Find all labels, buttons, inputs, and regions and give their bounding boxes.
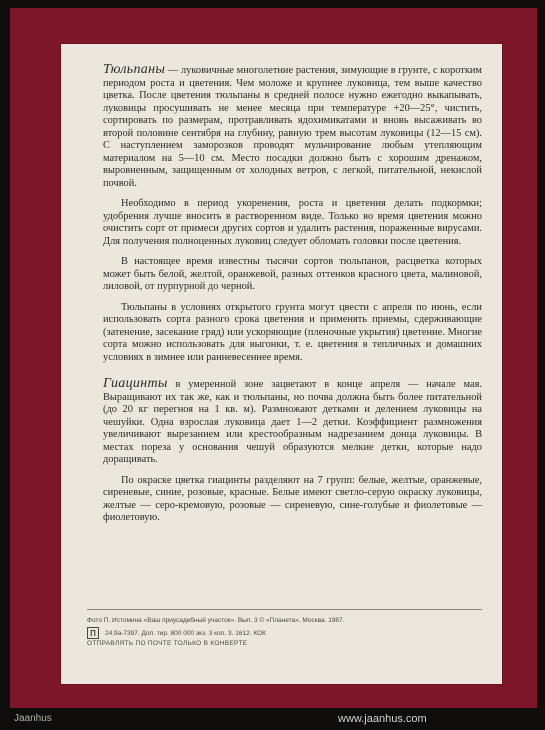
- tulips-section: [103, 64, 482, 364]
- hyacinths-section: [103, 378, 482, 525]
- imprint-send-note: ОТПРАВЛЯТЬ ПО ПОЧТЕ ТОЛЬКО В КОНВЕРТЕ: [87, 640, 248, 647]
- imprint-print-info: 24.9а-7397. Доп. тир. 800 000 экз. 3 коп. З. 1612. КОК: [105, 629, 266, 637]
- tulips-paragraph-2: Необходимо в период укоренения, роста и цветения делать подкормки; удобрения лучше вносить в растворенном виде. Только во время цветения можно очистить сорт от примеси других сортов и удалить растения, пораженные вирусами. Для получения полноценных луковиц следует обломать головки после цветения.: [103, 198, 482, 247]
- hyacinths-title: Гиацинты: [103, 376, 168, 391]
- imprint: [87, 609, 482, 648]
- imprint-row: [87, 627, 482, 639]
- tulips-intro: [103, 64, 482, 190]
- tulips-intro-text: — луковичные многолетние растения, зимующие в грунте, с коротким периодом роста и цветения. Чем моложе и крупнее луковица, тем выше качество цветка. После цветения тюльпаны в средней полосе нужно ежегодно выкапывать, луковицы просушивать не менее месяца при температуре +20—25°, чистить, сортировать по размерам, протравливать ядохимикатами и вновь высаживать во второй половине сентября на глубину, равную трем высотам луковицы (12—15 см). С наступлением заморозков проводят мульчирование любым утепляющим материалом на 5—10 см. Место посадки должно быть с хорошим дренажом, выровненным, защищенным от холодных ветров, с легкой, питательной, некислой почвой.: [103, 65, 482, 189]
- hyacinths-intro: [103, 378, 482, 467]
- seller-watermark: Jaanhus: [14, 713, 52, 724]
- tulips-paragraph-3: В настоящее время известны тысячи сортов тюльпанов, расцветка которых может быть белой, желтой, оранжевой, разных оттенков красного цвета, малиновой, лиловой, от пурпурной до черной.: [103, 256, 482, 292]
- seller-website[interactable]: www.jaanhus.com: [338, 713, 427, 725]
- tulips-title: Тюльпаны: [103, 62, 166, 77]
- hyacinths-intro-text: в умеренной зоне зацветают в конце апреля — начале мая. Выращивают их так же, как и тюльпаны, но почва должна быть более питательной (до 20 кг перегноя на 1 кв. м). Размножают детками и делением луковицы на чешуйки. Одна взрослая луковица дает 1—2 детки. Коэффициент размножения увеличивают вырезанием или крестообразным надрезанием донца луковицы. В местах пореза у основания чешуй образуются мелкие детки, которые надо доращивать.: [103, 379, 482, 465]
- hyacinths-paragraph-2: По окраске цветка гиацинты разделяют на 7 групп: белые, желтые, оранжевые, сиреневые, синие, розовые, красные. Белые имеют светло-серую окраску луковицы, желтые — серо-кремовую, розовые — сиреневую, сине-голубые и фиолетовые — фиолетовую.: [103, 474, 482, 523]
- postcard: [61, 44, 502, 684]
- imprint-credits: Фото П. Истомина «Ваш приусадебный участок». Вып. 3 © «Планета». Москва. 1987.: [87, 617, 345, 624]
- tulips-paragraph-4: Тюльпаны в условиях открытого грунта могут цвести с апреля по июнь, если использовать сорта разного срока цветения и применять приемы, сдерживающие (затенение, засекание гряд) или ускоряющие (пленочные укрытия) цветение. Многие сорта можно использовать для выгонки, т. е. цветения в тепличных и домашних условиях в зимнее или ранневесеннее время.: [103, 301, 482, 363]
- publisher-logo-icon: П: [87, 627, 99, 639]
